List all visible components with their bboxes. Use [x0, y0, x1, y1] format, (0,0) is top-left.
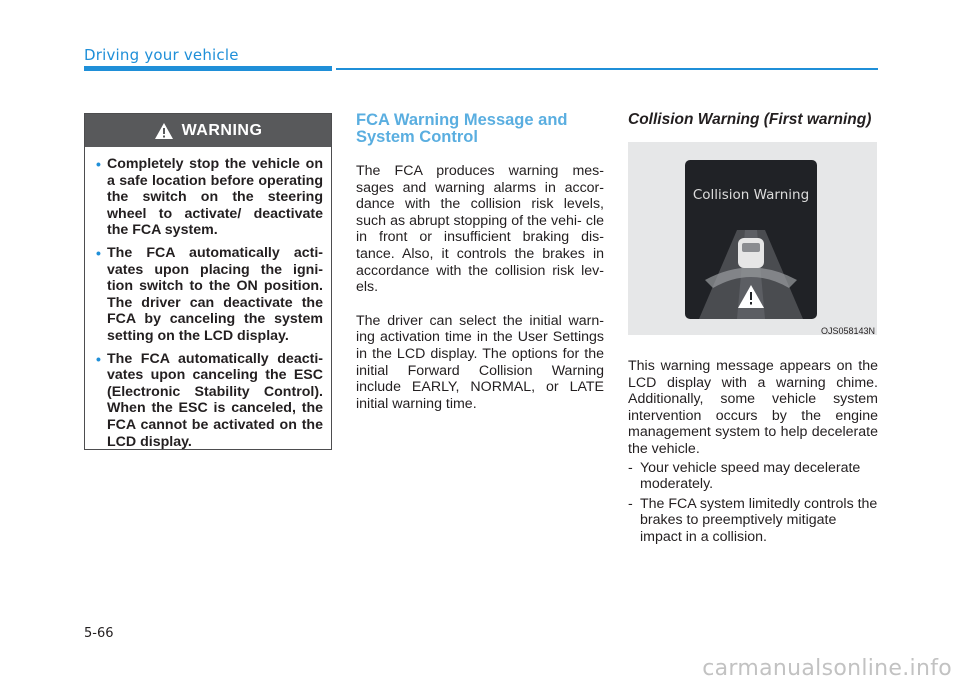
collision-item-text: The FCA system limitedly controls the brakes to preemptively mitigate impact in a collision.	[640, 495, 878, 545]
watermark: carmanualsonline.info	[702, 656, 952, 681]
fca-section-title: FCA Warning Message and System Control	[356, 111, 568, 146]
warning-title: WARNING	[181, 121, 263, 139]
warning-item-text: Completely stop the vehicle on a safe location before operating the switch on the steering wheel to activate/ deactivate the FCA system.	[107, 156, 323, 239]
dash-marker: -	[628, 459, 633, 476]
section-header-title: Driving your vehicle	[84, 46, 239, 64]
collision-paragraph: This warning message appears on the LCD display with a warning chime. Additionally, some vehicle system intervention occurs by the engine management system to help decelerate the vehicle.	[628, 358, 878, 457]
fca-section	[356, 112, 604, 429]
bullet-icon: •	[96, 156, 101, 172]
warning-item	[97, 245, 323, 345]
collision-graphic-icon	[685, 160, 817, 319]
page-number: 5-66	[84, 626, 114, 641]
warning-list	[85, 147, 331, 450]
collision-section	[628, 112, 878, 549]
collision-section-title: Collision Warning (First warning)	[628, 111, 872, 128]
warning-item	[97, 351, 323, 451]
warning-item-text: The FCA automatically acti- vates upon placing the igni- tion switch to the ON position. The driver can deactivate the FCA by canceling the system setting on the LCD display.	[107, 244, 323, 344]
lcd-display	[685, 160, 817, 319]
figure-code: OJS058143N	[820, 326, 875, 336]
dash-marker: -	[628, 495, 633, 512]
warning-triangle-icon	[154, 122, 174, 140]
lcd-label: Collision Warning	[692, 187, 810, 203]
collision-item-text: Your vehicle speed may decelerate moderately.	[640, 459, 861, 493]
warning-box	[84, 113, 332, 450]
header-bar	[84, 66, 332, 71]
bullet-icon: •	[96, 350, 101, 367]
header-rule	[336, 68, 878, 70]
bullet-icon: •	[96, 244, 101, 261]
collision-warning-figure	[628, 142, 877, 335]
warning-item-text: The FCA automatically deacti- vates upon canceling the ESC (Electronic Stability Control). When the ESC is canceled, the FCA cannot be activated on the LCD display.	[107, 350, 323, 450]
fca-paragraph: The FCA produces warning mes- sages and warning alarms in accor- dance with the collision risk levels, such as abrupt stopping of the vehi- cle in front or insufficient braking dis- tance. Also, it controls the brakes in accordance with the collision risk lev- els.	[356, 163, 604, 296]
warning-header	[85, 114, 331, 147]
collision-list	[628, 460, 878, 546]
warning-item	[97, 156, 323, 239]
collision-item	[628, 460, 878, 493]
collision-item	[628, 496, 878, 546]
fca-paragraph: The driver can select the initial warn- ing activation time in the User Settings in the LCD display. The options for the initial Forward Collision Warning include EARLY, NORMAL, or LATE initial warning time.	[356, 312, 604, 412]
